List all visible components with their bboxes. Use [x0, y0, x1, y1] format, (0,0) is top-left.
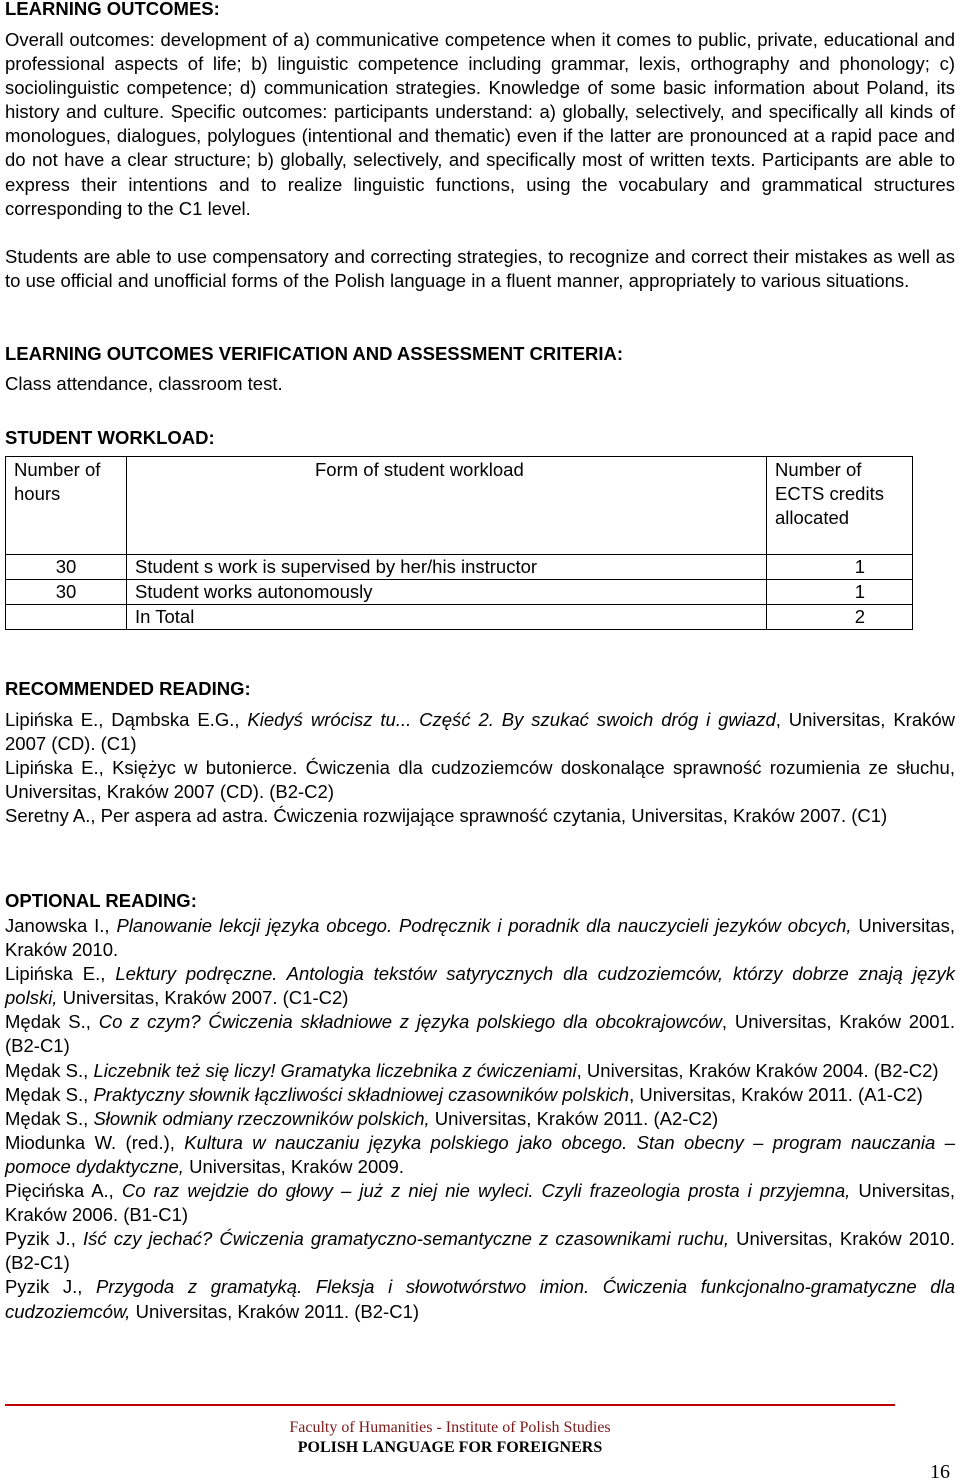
- list-item: [5, 1010, 955, 1058]
- list-item: [5, 1107, 955, 1131]
- list-item: [5, 756, 955, 804]
- workload-heading: STUDENT WORKLOAD:: [5, 427, 215, 448]
- entry-author: Seretny A.,: [5, 805, 101, 827]
- entry-author: Mędak S.,: [5, 1107, 89, 1129]
- list-item: [5, 708, 955, 756]
- entry-publisher: Universitas, Kraków 2007. (C1-C2): [57, 987, 349, 1009]
- cell-form: Student s work is supervised by her/his instructor: [127, 555, 767, 580]
- entry-title: Planowanie lekcji języka obcego. Podręcznik i poradnik dla nauczycieli jezyków obcych,: [116, 915, 852, 936]
- entry-publisher: Universitas, Kraków 2011. (B2-C1): [130, 1300, 420, 1322]
- entry-title: Kiedyś wrócisz tu... Część 2. By szukać swoich dróg i gwiazd: [247, 709, 776, 730]
- cell-ects: 2: [767, 605, 913, 630]
- entry-publisher: Universitas, Kraków 2006. (B1-C1): [5, 1180, 955, 1226]
- entry-author: Pyzik J.,: [5, 1228, 76, 1250]
- verification-text: Class attendance, classroom test.: [5, 373, 283, 394]
- entry-title: Słownik odmiany rzeczowników polskich,: [93, 1107, 430, 1129]
- entry-author: Mędak S.,: [5, 1083, 89, 1105]
- entry-publisher: Per aspera ad astra. Ćwiczenia rozwijające sprawność czytania, Universitas, Kraków 2007. (C1): [100, 805, 888, 827]
- cell-form: Student works autonomously: [127, 580, 767, 605]
- cell-form: In Total: [127, 605, 767, 630]
- entry-author: Janowska I.,: [5, 915, 110, 936]
- list-item: [5, 1275, 955, 1323]
- list-item: [5, 1227, 955, 1275]
- header-form: Form of student workload: [127, 457, 767, 555]
- cell-ects: 1: [767, 555, 913, 580]
- learning-outcomes-heading: LEARNING OUTCOMES:: [5, 0, 220, 19]
- entry-title: Iść czy jechać? Ćwiczenia gramatyczno-semantyczne z czasownikami ruchu,: [82, 1228, 730, 1250]
- page-number: 16: [930, 1461, 950, 1483]
- list-item: [5, 914, 955, 962]
- entry-publisher: , Universitas, Kraków 2001. (B2-C1): [5, 1011, 956, 1057]
- entry-publisher: Universitas, Kraków 2010.: [5, 915, 956, 961]
- entry-title: Co z czym? Ćwiczenia składniowe z języka polskiego dla obcokrajowców: [98, 1011, 722, 1033]
- entry-publisher: Universitas, Kraków 2009.: [183, 1155, 404, 1177]
- entry-author: Mędak S.,: [5, 1011, 91, 1033]
- entry-publisher: Universitas, Kraków 2010. (B2-C1): [5, 1228, 955, 1274]
- entry-title: Praktyczny słownik łączliwości składniowej czasowników polskich: [93, 1083, 630, 1105]
- entry-author: Miodunka W. (red.),: [5, 1131, 175, 1153]
- recommended-list: [5, 708, 955, 828]
- entry-publisher: Universitas, Kraków 2011. (A2-C2): [429, 1107, 719, 1129]
- entry-author: Mędak S.,: [5, 1059, 89, 1081]
- recommended-heading: RECOMMENDED READING:: [5, 678, 251, 699]
- table-row: [6, 555, 913, 580]
- entry-author: Lipińska E., Dąmbska E.G.,: [5, 709, 240, 730]
- optional-heading: OPTIONAL READING:: [5, 890, 197, 911]
- entry-author: Lipińska E.,: [5, 963, 106, 985]
- entry-title: Lektury podręczne. Antologia tekstów satyrycznych dla cudzoziemców, którzy dobrze znają język polski,: [5, 963, 956, 1009]
- list-item: [5, 1179, 955, 1227]
- entry-publisher: , Universitas, Kraków Kraków 2004. (B2-C2): [576, 1059, 939, 1081]
- list-item: [5, 1131, 955, 1179]
- cell-hours: 30: [6, 555, 127, 580]
- entry-author: Pyzik J.,: [5, 1276, 83, 1298]
- footer-institution: Faculty of Humanities - Institute of Polish Studies: [289, 1419, 611, 1436]
- table-row: [6, 605, 913, 630]
- entry-title: Liczebnik też się liczy! Gramatyka liczebnika z ćwiczeniami: [93, 1059, 577, 1081]
- table-row: [6, 580, 913, 605]
- learning-outcomes-paragraph-2: Students are able to use compensatory and correcting strategies, to recognize and correct their mistakes as well as to use official and unofficial forms of the Polish language in a fluent manner, appropriately to various situations.: [5, 246, 955, 292]
- footer-course-name: POLISH LANGUAGE FOR FOREIGNERS: [297, 1439, 603, 1456]
- cell-hours: [6, 605, 127, 630]
- list-item: [5, 1083, 955, 1107]
- entry-publisher: , Universitas, Kraków 2007 (CD). (C1): [5, 709, 956, 755]
- list-item: [5, 804, 955, 828]
- workload-table-header: [6, 457, 913, 555]
- cell-ects: 1: [767, 580, 913, 605]
- entry-author: Lipińska E.,: [5, 757, 113, 779]
- optional-list: [5, 914, 955, 1324]
- entry-title: Kultura w nauczaniu języka polskiego jako obcego. Stan obecny – program nauczania – pomoce dydaktyczne,: [5, 1131, 955, 1177]
- cell-hours: 30: [6, 580, 127, 605]
- header-hours: Number of hours: [6, 457, 127, 555]
- entry-publisher: Księżyc w butonierce. Ćwiczenia dla cudzoziemców doskonalące sprawność rozumienia ze słuchu, Universitas, Kraków 2007 (CD). (B2-C2): [5, 757, 955, 803]
- header-ects: Number of ECTS credits allocated: [767, 457, 913, 555]
- entry-publisher: , Universitas, Kraków 2011. (A1-C2): [629, 1083, 923, 1105]
- entry-author: Pięcińska A.,: [5, 1180, 114, 1202]
- entry-title: Co raz wejdzie do głowy – już z niej nie wyleci. Czyli frazeologia prosta i przyjemna,: [121, 1180, 851, 1202]
- workload-table: [5, 456, 913, 630]
- list-item: [5, 1059, 955, 1083]
- list-item: [5, 962, 955, 1010]
- verification-heading: LEARNING OUTCOMES VERIFICATION AND ASSESSMENT CRITERIA:: [5, 343, 624, 364]
- learning-outcomes-paragraph: Overall outcomes: development of a) communicative competence when it comes to public, private, educational and professional aspects of life; b) linguistic competence including grammar, lexis, orthography and phonology; c) sociolinguistic competence; d) communication strategies. Knowledge of some basic information about Poland, its history and culture. Specific outcomes: participants understand: a) globally, selectively, and specifically all kinds of monologues, dialogues, polylogues (intentional and thematic) even if the latter are pronounced at a rapid pace and do not have a clear structure; b) globally, selectively, and specifically most of written texts. Participants are able to express their intentions and to realize linguistic functions, using the vocabulary and grammatical structures corresponding to the C1 level.: [5, 29, 955, 219]
- footer-divider: [5, 1404, 895, 1406]
- entry-title: Przygoda z gramatyką. Fleksja i słowotwórstwo imion. Ćwiczenia funkcjonalno-gramatyczne dla cudzoziemców,: [5, 1276, 956, 1322]
